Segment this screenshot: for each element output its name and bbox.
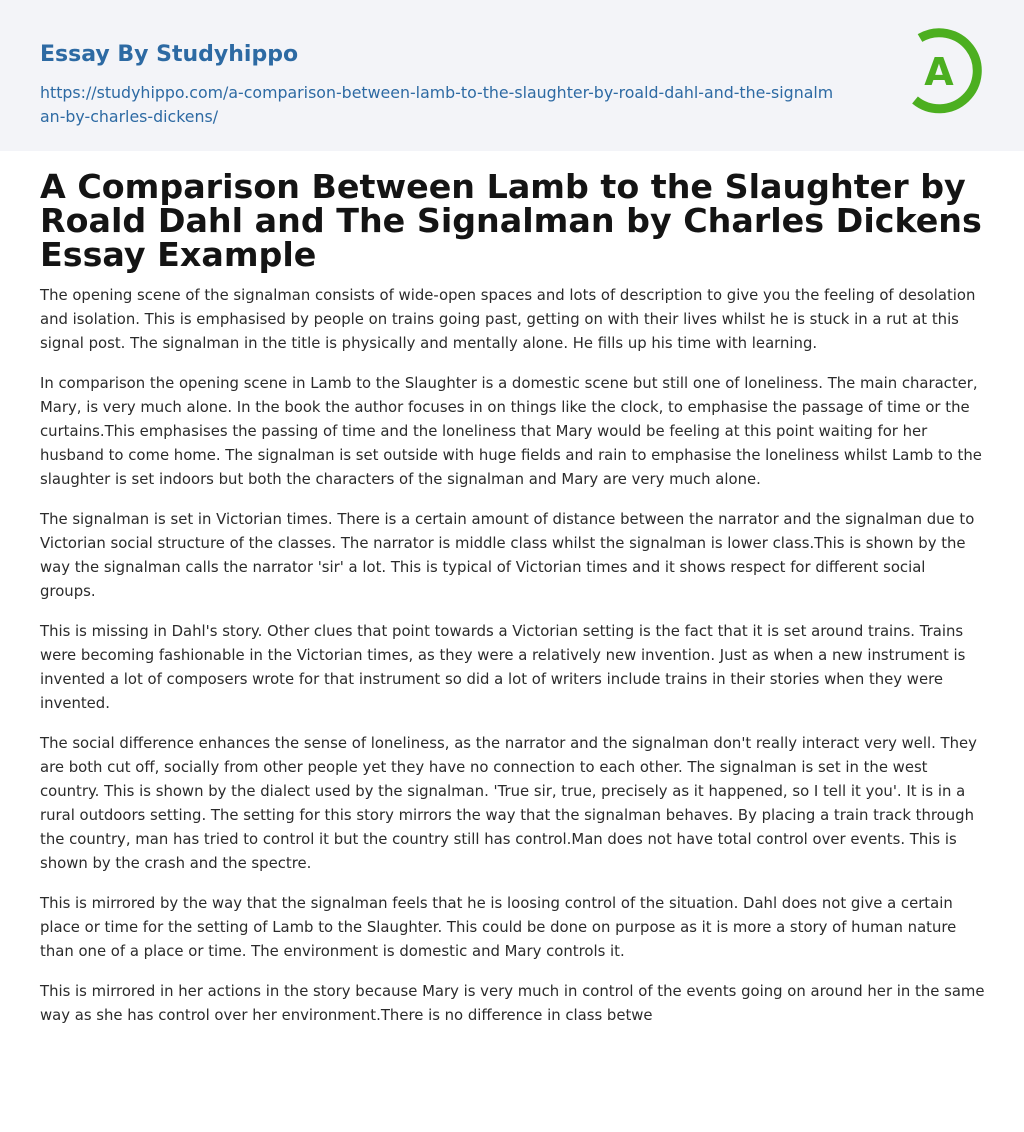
essay-paragraph: This is mirrored by the way that the signalman feels that he is loosing control of the situation. Dahl does not give a certain place or time for the setting of Lamb to the Slaughter. This could be done on purpose as it is more a story of human nature than one of a place or time. The environment is domestic and Mary controls it. (40, 894, 957, 960)
source-url-link[interactable]: https://studyhippo.com/a-comparison-between-lamb-to-the-slaughter-by-roald-dahl-and-the-signalman-by-charles-dickens/ (40, 83, 834, 126)
essay-paragraph: This is mirrored in her actions in the story because Mary is very much in control of the events going on around her in the same way as she has control over her environment.There is no difference in class betwe (40, 982, 985, 1024)
essay-paragraph: This is missing in Dahl's story. Other clues that point towards a Victorian setting is the fact that it is set around trains. Trains were becoming fashionable in the Victorian times, as they were a relatively new invention. Just as when a new instrument is invented a lot of composers wrote for that instrument so did a lot of writers include trains in their stories when they were invented. (40, 622, 966, 712)
essay-paragraph: The opening scene of the signalman consists of wide-open spaces and lots of description to give you the feeling of desolation and isolation. This is emphasised by people on trains going past, getting on with their lives whilst he is stuck in a rut at this signal post. The signalman in the title is physically and mentally alone. He fills up his time with learning. (40, 286, 976, 352)
site-header (0, 0, 1024, 151)
logo-letter: A (924, 50, 954, 94)
studyhippo-logo-icon[interactable] (899, 26, 989, 118)
essay-paragraph: In comparison the opening scene in Lamb to the Slaughter is a domestic scene but still one of loneliness. The main character, Mary, is very much alone. In the book the author focuses in on things like the clock, to emphasise the passage of time or the curtains.This emphasises the passing of time and the loneliness that Mary would be feeling at this point waiting for her husband to come home. The signalman is set outside with huge fields and rain to emphasise the loneliness whilst Lamb to the slaughter is set indoors but both the characters of the signalman and Mary are very much alone. (40, 374, 982, 488)
essay-body (40, 283, 985, 1043)
essay-paragraph: The social difference enhances the sense of loneliness, as the narrator and the signalman don't really interact very well. They are both cut off, socially from other people yet they have no connection to each other. The signalman is set in the west country. This is shown by the dialect used by the signalman. 'True sir, true, precisely as it happened, so I tell it you'. It is in a rural outdoors setting. The setting for this story mirrors the way that the signalman behaves. By placing a train track through the country, man has tried to control it but the country still has control.Man does not have total control over events. This is shown by the crash and the spectre. (40, 734, 977, 872)
site-brand[interactable]: Essay By Studyhippo (40, 42, 299, 67)
essay-paragraph: The signalman is set in Victorian times. There is a certain amount of distance between the narrator and the signalman due to Victorian social structure of the classes. The narrator is middle class whilst the signalman is lower class.This is shown by the way the signalman calls the narrator 'sir' a lot. This is typical of Victorian times and it shows respect for different social groups. (40, 510, 975, 600)
essay-title: A Comparison Between Lamb to the Slaughter by Roald Dahl and The Signalman by Charles Dickens Essay Example (40, 167, 982, 274)
